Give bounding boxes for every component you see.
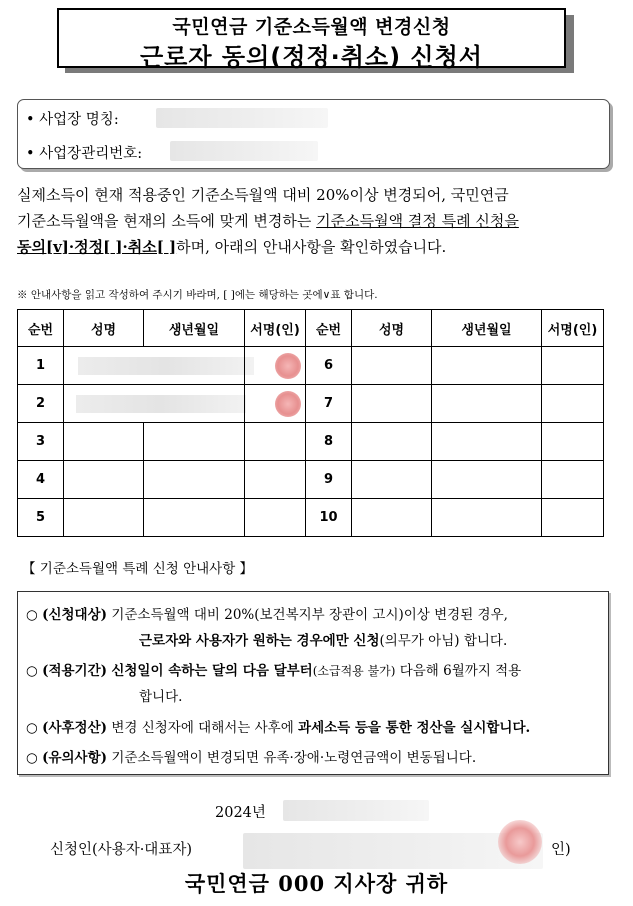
bullet-icon: • (26, 112, 35, 128)
circle-bullet-icon: ○ (26, 607, 38, 623)
guide-box (17, 591, 609, 775)
guide-item-settlement (26, 716, 530, 736)
name-cell[interactable] (64, 423, 144, 461)
guide-item-caution (26, 746, 476, 766)
row-number: 8 (306, 423, 352, 461)
birth-cell[interactable] (144, 461, 245, 499)
guide-item-target-cont (139, 629, 507, 649)
col-header: 순번 (18, 310, 64, 347)
table-row (18, 499, 604, 537)
seal-stamp-icon (275, 391, 301, 417)
guide-text-bold: 근로자와 사용자가 원하는 경우에만 신청 (139, 633, 380, 649)
birth-cell[interactable] (432, 461, 542, 499)
table-header-row (18, 310, 604, 347)
statement-line-3 (17, 234, 613, 260)
col-header: 서명(인) (542, 310, 604, 347)
row-number: 6 (306, 347, 352, 385)
guide-heading: 【 기준소득월액 특례 신청 안내사항 】 (22, 561, 254, 577)
col-header: 생년월일 (144, 310, 245, 347)
guide-text: 기준소득월액 대비 20%(보건복지부 장관이 고시)이상 변경된 경우, (111, 607, 508, 623)
name-cell[interactable] (64, 499, 144, 537)
col-header: 성명 (352, 310, 432, 347)
table-row (18, 461, 604, 499)
signature-cell[interactable] (542, 499, 604, 537)
signature-cell[interactable] (542, 347, 604, 385)
workplace-info-box (17, 99, 610, 169)
statement-line-2 (17, 208, 613, 234)
name-cell[interactable] (352, 385, 432, 423)
signature-cell[interactable] (245, 385, 306, 423)
row-number: 10 (306, 499, 352, 537)
application-year: 2024년 (215, 805, 266, 821)
circle-bullet-icon: ○ (26, 720, 38, 736)
guide-text-bold: 과세소득 등을 통한 정산을 실시합니다. (298, 720, 531, 736)
bullet-icon: • (26, 146, 35, 162)
guide-text-bold: 신청일이 속하는 달의 다음 달부터 (111, 663, 313, 679)
birth-cell[interactable] (432, 423, 542, 461)
name-birth-redacted[interactable] (64, 347, 245, 385)
signature-cell[interactable] (245, 347, 306, 385)
name-cell[interactable] (64, 461, 144, 499)
birth-cell[interactable] (144, 423, 245, 461)
signature-cell[interactable] (542, 423, 604, 461)
signature-cell[interactable] (245, 461, 306, 499)
guide-label: (신청대상) (42, 607, 108, 623)
guide-label: (유의사항) (42, 750, 108, 766)
guide-item-period (26, 659, 521, 679)
row-number: 1 (18, 347, 64, 385)
workplace-number-row (26, 142, 142, 163)
title-box (57, 8, 566, 71)
statement-line-1: 실제소득이 현재 적용중인 기준소득월액 대비 20%이상 변경되어, 국민연금 (17, 186, 509, 204)
table-row (18, 347, 604, 385)
birth-cell[interactable] (432, 499, 542, 537)
statement-text: 하며, 아래의 안내사항을 확인하였습니다. (176, 238, 447, 256)
title-line-2: 근로자 동의(정정·취소) 신청서 (140, 43, 483, 71)
guide-item-target (26, 603, 508, 623)
row-number: 7 (306, 385, 352, 423)
workplace-number-value-redacted[interactable] (170, 141, 318, 161)
name-cell[interactable] (352, 423, 432, 461)
signature-cell[interactable] (542, 461, 604, 499)
signers-table (17, 309, 604, 537)
col-header: 성명 (64, 310, 144, 347)
applicant-seal-icon (498, 820, 542, 864)
guide-text: 기준소득월액이 변경되면 유족·장애·노령연금액이 변동됩니다. (111, 750, 477, 766)
guide-text: 변경 신청자에 대해서는 사후에 (111, 720, 299, 736)
workplace-name-value-redacted[interactable] (156, 108, 328, 128)
row-number: 3 (18, 423, 64, 461)
workplace-name-row (26, 108, 119, 129)
row-number: 9 (306, 461, 352, 499)
consent-checkboxes[interactable]: 동의[v]·정정[ ]·취소[ ] (17, 238, 177, 256)
workplace-number-label: 사업장관리번호: (39, 146, 143, 162)
col-header: 순번 (306, 310, 352, 347)
signature-cell[interactable] (245, 423, 306, 461)
special-request-text: 기준소득월액 결정 특례 신청을 (316, 212, 519, 230)
col-header: 서명(인) (245, 310, 306, 347)
guide-label: (적용기간) (42, 663, 108, 679)
guide-text: 합니다. (139, 689, 183, 705)
signature-cell[interactable] (245, 499, 306, 537)
row-number: 2 (18, 385, 64, 423)
addressee: 국민연금 000 지사장 귀하 (184, 871, 449, 896)
name-cell[interactable] (352, 499, 432, 537)
guide-text: 다음해 6월까지 적용 (395, 663, 522, 679)
instruction-note: ※ 안내사항을 읽고 작성하여 주시기 바라며, [ ]에는 해당하는 곳에∨표 합니다. (17, 289, 378, 301)
table-row (18, 385, 604, 423)
row-number: 5 (18, 499, 64, 537)
name-cell[interactable] (352, 461, 432, 499)
guide-label: (사후정산) (42, 720, 108, 736)
birth-cell[interactable] (144, 499, 245, 537)
signature-cell[interactable] (542, 385, 604, 423)
date-redacted[interactable] (283, 800, 429, 821)
statement-text: 기준소득월액을 현재의 소득에 맞게 변경하는 (17, 212, 317, 230)
seal-suffix: 인) (551, 842, 571, 858)
table-row (18, 423, 604, 461)
row-number: 4 (18, 461, 64, 499)
workplace-name-label: 사업장 명칭: (39, 112, 119, 128)
birth-cell[interactable] (432, 385, 542, 423)
name-cell[interactable] (352, 347, 432, 385)
title-line-1: 국민연금 기준소득월액 변경신청 (172, 16, 451, 38)
consent-statement (17, 182, 613, 260)
seal-stamp-icon (275, 353, 301, 379)
guide-text: (소급적용 불가) (312, 664, 396, 678)
name-birth-redacted[interactable] (64, 385, 245, 423)
col-header: 생년월일 (432, 310, 542, 347)
birth-cell[interactable] (432, 347, 542, 385)
guide-text: (의무가 아님) 합니다. (379, 633, 508, 649)
circle-bullet-icon: ○ (26, 663, 38, 679)
circle-bullet-icon: ○ (26, 750, 38, 766)
applicant-label: 신청인(사용자·대표자) (50, 842, 192, 858)
